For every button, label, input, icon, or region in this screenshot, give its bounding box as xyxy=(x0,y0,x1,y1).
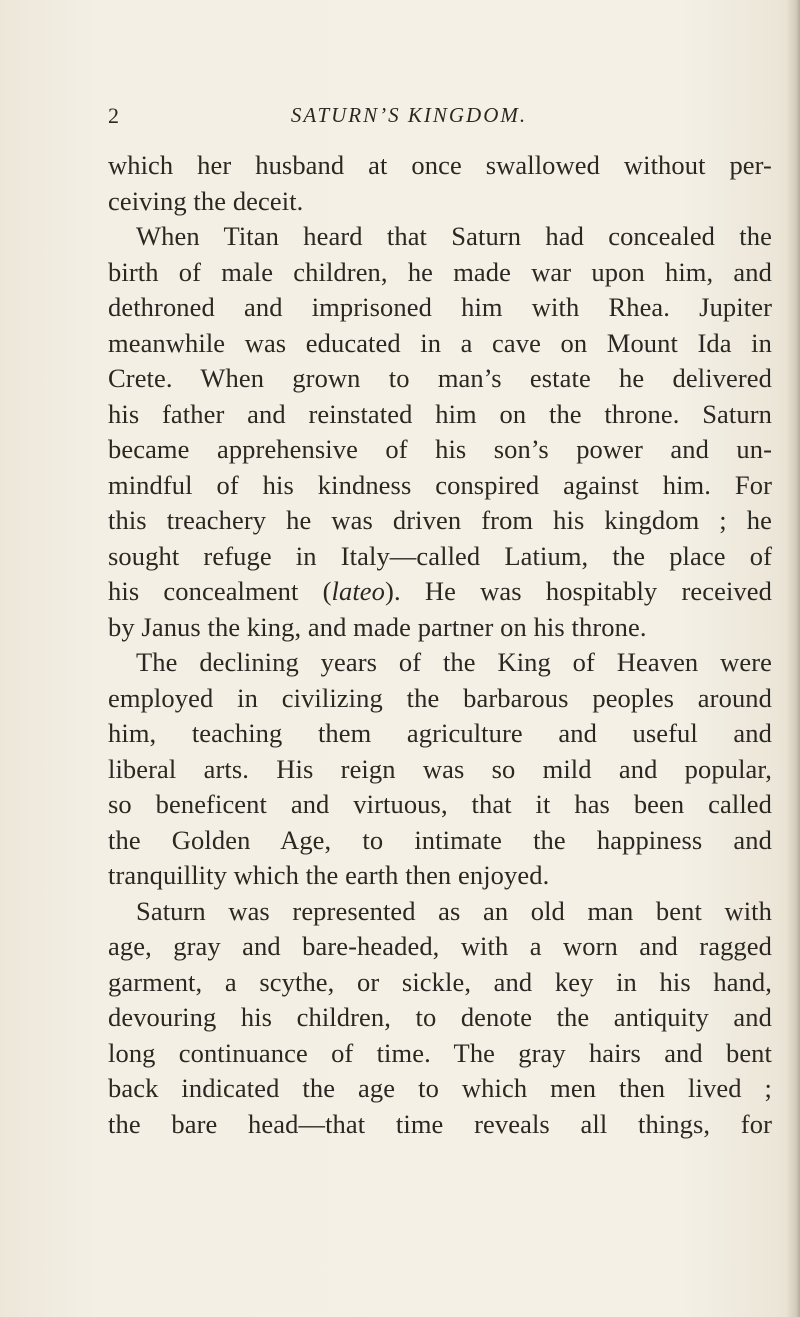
text-line: When Titan heard that Saturn had concealed the xyxy=(136,221,772,251)
text-line: his concealment (lateo). He was hospitably received xyxy=(108,576,772,606)
text-line: garment, a scythe, or sickle, and key in his hand, xyxy=(108,966,772,997)
text-line: him, teaching them agriculture and useful and xyxy=(108,718,772,748)
latin-word: lateo xyxy=(331,576,386,606)
page-header xyxy=(0,103,800,133)
text-line: long continuance of time. The gray hairs and bent xyxy=(108,1037,772,1068)
running-head: SATURN’S KINGDOM. xyxy=(290,103,528,127)
text-line: by Janus the king, and made partner on his throne. xyxy=(108,611,647,642)
text-line: the Golden Age, to intimate the happiness and xyxy=(108,824,772,855)
text-line: liberal arts. His reign was so mild and popular, xyxy=(108,753,772,784)
text-line: devouring his children, to denote the antiquity and xyxy=(108,1002,772,1032)
text-line: mindful of his kindness conspired against him. For xyxy=(108,469,772,500)
text-line: employed in civilizing the barbarous peoples around xyxy=(108,682,772,713)
text-line: tranquillity which the earth then enjoyed. xyxy=(108,860,550,890)
text-line: so beneficent and virtuous, that it has been called xyxy=(108,789,772,819)
text-line: age, gray and bare-headed, with a worn and ragged xyxy=(108,931,772,961)
text-line: which her husband at once swallowed without per- xyxy=(108,150,772,180)
text-line: birth of male children, he made war upon him, and xyxy=(108,256,772,287)
body-text xyxy=(108,148,772,1142)
text-line: ceiving the deceit. xyxy=(108,185,304,216)
text-line: dethroned and imprisoned him with Rhea. Jupiter xyxy=(108,292,772,322)
text-line: this treachery he was driven from his kingdom ; he xyxy=(108,505,772,535)
text-line: the bare head—that time reveals all things, for xyxy=(108,1108,772,1139)
text-line: Crete. When grown to man’s estate he delivered xyxy=(108,363,772,393)
text-line: sought refuge in Italy—called Latium, the place of xyxy=(108,540,772,571)
text-line: back indicated the age to which men then lived ; xyxy=(108,1073,772,1103)
page-number: 2 xyxy=(108,103,120,128)
text-line: The declining years of the King of Heaven were xyxy=(136,647,772,677)
text-line: became apprehensive of his son’s power and un- xyxy=(108,434,772,464)
text-line: his father and reinstated him on the throne. Saturn xyxy=(108,398,772,429)
text-line: Saturn was represented as an old man bent with xyxy=(136,895,772,926)
page-edge-shadow xyxy=(786,0,800,1317)
text-line: meanwhile was educated in a cave on Mount Ida in xyxy=(108,327,772,358)
